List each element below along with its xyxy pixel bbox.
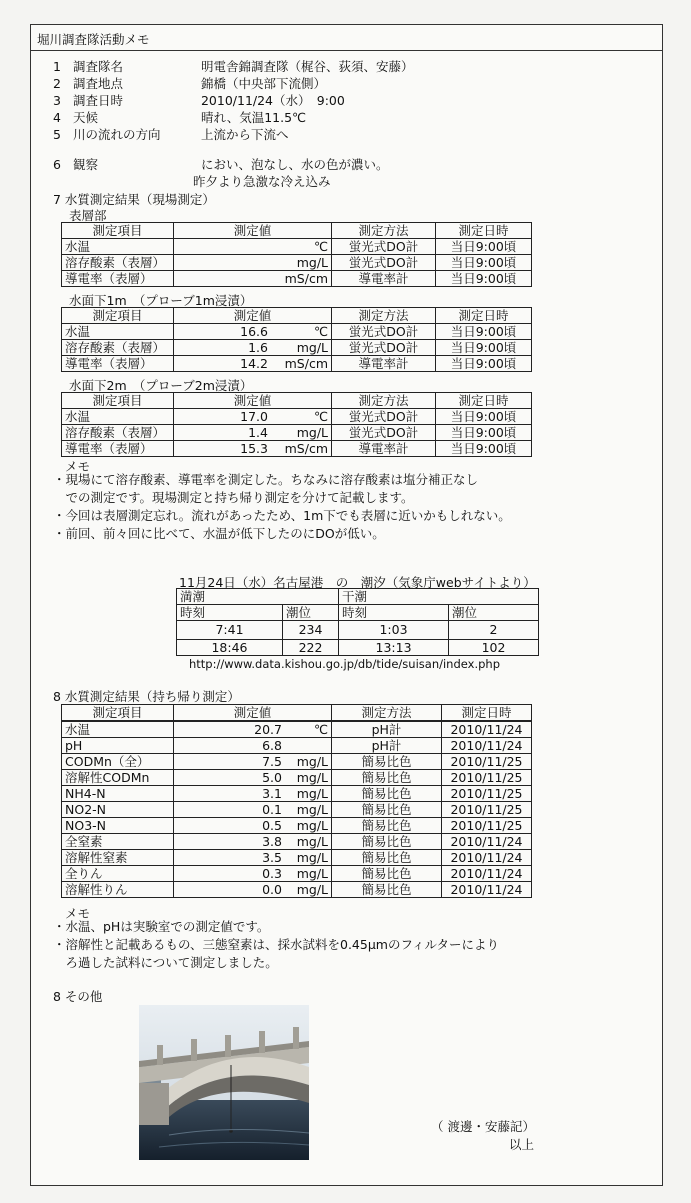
- item-cell: 溶存酸素（表層）: [62, 340, 174, 356]
- unit: ℃: [313, 721, 328, 737]
- info-key: 天候: [72, 110, 98, 125]
- item-cell: 導電率（表層）: [62, 441, 174, 457]
- memo2-line: ・溶解性と記載あるもの、三態窒素は、採水試料を0.45μmのフィルターにより: [53, 937, 499, 952]
- table-row: [62, 882, 532, 898]
- value: 1.4: [248, 424, 268, 440]
- item-cell: NO2-N: [62, 802, 174, 818]
- unit: mg/L: [296, 753, 328, 769]
- method-cell: 簡易比色: [332, 754, 442, 770]
- unit: mS/cm: [284, 270, 328, 286]
- method-cell: 簡易比色: [332, 786, 442, 802]
- item-cell: 溶解性りん: [62, 882, 174, 898]
- table-header-row: [62, 223, 532, 239]
- method-cell: 蛍光式DO計: [332, 425, 436, 441]
- item-cell: 溶解性窒素: [62, 850, 174, 866]
- tide-row: [177, 640, 539, 656]
- level-label: 潮位: [283, 605, 339, 621]
- method-cell: 蛍光式DO計: [332, 255, 436, 271]
- value-cell: [174, 882, 332, 898]
- header-cell: 測定値: [174, 393, 332, 409]
- value-cell: [174, 722, 332, 738]
- header-cell: 測定項目: [62, 705, 174, 721]
- header-cell: 測定方法: [332, 308, 436, 324]
- value: 0.3: [262, 865, 282, 881]
- table-lab: [61, 704, 532, 721]
- unit: mg/L: [296, 424, 328, 440]
- tide-row: [177, 621, 539, 640]
- item-cell: NO3-N: [62, 818, 174, 834]
- method-cell: 簡易比色: [332, 770, 442, 786]
- time-cell: 当日9:00頃: [436, 255, 532, 271]
- header-cell: 測定方法: [332, 393, 436, 409]
- value: 0.1: [262, 801, 282, 817]
- unit: mg/L: [296, 801, 328, 817]
- table-1m: [61, 307, 532, 372]
- unit: mS/cm: [284, 440, 328, 456]
- header-cell: 測定方法: [332, 223, 436, 239]
- bridge-photo: [139, 1005, 309, 1160]
- observation-line1: におい、泡なし、水の色が濃い。: [200, 157, 389, 172]
- table-header-row: [62, 705, 532, 721]
- value-cell: [174, 441, 332, 457]
- value: 20.7: [254, 721, 282, 737]
- memo-line: での測定です。現場測定と持ち帰り測定を分けて記載します。: [53, 490, 414, 505]
- author-note: （ 渡邊・安藤記）: [431, 1119, 535, 1134]
- item-cell: 溶存酸素（表層）: [62, 255, 174, 271]
- table-row: [62, 722, 532, 738]
- info-value: 晴れ、気温11.5℃: [200, 110, 307, 125]
- value-cell: [174, 356, 332, 372]
- value-cell: [174, 271, 332, 287]
- value: 6.8: [262, 737, 282, 753]
- low-tide-label: 干潮: [339, 589, 539, 605]
- item-cell: 水温: [62, 239, 174, 255]
- table-row: [62, 834, 532, 850]
- value: 3.5: [262, 849, 282, 865]
- time-label: 時刻: [177, 605, 283, 621]
- high-tide-label: 満潮: [177, 589, 339, 605]
- info-row-team: [53, 57, 413, 75]
- item-cell: CODMn（全）: [62, 754, 174, 770]
- table-2m: [61, 392, 532, 457]
- group-label-2m: 水面下2m （プローブ2m浸漬）: [69, 378, 253, 393]
- table-row: [62, 786, 532, 802]
- table-row: [62, 850, 532, 866]
- value: 0.0: [262, 881, 282, 897]
- info-num: 4: [53, 110, 61, 125]
- value-cell: [174, 754, 332, 770]
- unit: ℃: [313, 238, 328, 254]
- header-cell: 測定日時: [436, 308, 532, 324]
- header-cell: 測定日時: [442, 705, 532, 721]
- date-cell: 2010/11/25: [442, 786, 532, 802]
- unit: mg/L: [296, 254, 328, 270]
- section8-heading: 8 水質測定結果（持ち帰り測定）: [53, 689, 240, 704]
- value-cell: [174, 340, 332, 356]
- info-key: 調査隊名: [72, 59, 123, 74]
- table-row: [62, 356, 532, 372]
- value-cell: [174, 255, 332, 271]
- info-num: 2: [53, 76, 61, 91]
- date-cell: 2010/11/24: [442, 722, 532, 738]
- info-value: 上流から下流へ: [200, 127, 289, 142]
- table-header-row: [62, 393, 532, 409]
- method-cell: pH計: [332, 738, 442, 754]
- value: 3.8: [262, 833, 282, 849]
- table-row: [62, 866, 532, 882]
- table-row: [62, 324, 532, 340]
- time-cell: 当日9:00頃: [436, 340, 532, 356]
- value: 15.3: [240, 440, 268, 456]
- method-cell: 簡易比色: [332, 882, 442, 898]
- info-value: 2010/11/24（水） 9:00: [200, 93, 345, 108]
- value: 16.6: [240, 323, 268, 339]
- table-row: [62, 255, 532, 271]
- value: 5.0: [262, 769, 282, 785]
- value-cell: [174, 324, 332, 340]
- item-cell: 導電率（表層）: [62, 271, 174, 287]
- info-value: 錦橋（中央部下流側）: [200, 76, 326, 91]
- unit: mg/L: [296, 339, 328, 355]
- method-cell: 簡易比色: [332, 818, 442, 834]
- value-cell: [174, 866, 332, 882]
- item-cell: 導電率（表層）: [62, 356, 174, 372]
- tide-header-row: [177, 589, 539, 605]
- high-level: 234: [283, 621, 339, 640]
- table-row: [62, 802, 532, 818]
- unit: ℃: [313, 323, 328, 339]
- item-cell: 水温: [62, 324, 174, 340]
- low-level: 102: [449, 640, 539, 656]
- info-num: 3: [53, 93, 61, 108]
- high-time: 7:41: [177, 621, 283, 640]
- info-row-weather: [53, 108, 306, 126]
- table-row: [62, 239, 532, 255]
- value-cell: [174, 834, 332, 850]
- table-header-row: [62, 308, 532, 324]
- item-cell: 溶存酸素（表層）: [62, 425, 174, 441]
- header-cell: 測定方法: [332, 705, 442, 721]
- info-num: 5: [53, 127, 61, 142]
- closing-text: 以上: [509, 1137, 535, 1152]
- unit: mg/L: [296, 769, 328, 785]
- group-label-surface: 表層部: [69, 208, 107, 223]
- date-cell: 2010/11/25: [442, 770, 532, 786]
- unit: mg/L: [296, 849, 328, 865]
- observation-line2: 昨夕より急激な冷え込み: [193, 174, 331, 189]
- item-cell: 全窒素: [62, 834, 174, 850]
- memo2-label: メモ: [65, 906, 91, 921]
- table-row: [62, 271, 532, 287]
- value: 14.2: [240, 355, 268, 371]
- low-time: 13:13: [339, 640, 449, 656]
- time-cell: 当日9:00頃: [436, 409, 532, 425]
- memo2-line: ・水温、pHは実験室での測定値です。: [53, 919, 270, 934]
- header-cell: 測定日時: [436, 223, 532, 239]
- method-cell: 導電率計: [332, 441, 436, 457]
- info-key: 調査地点: [72, 76, 123, 91]
- time-cell: 当日9:00頃: [436, 441, 532, 457]
- level-label: 潮位: [449, 605, 539, 621]
- item-cell: 全りん: [62, 866, 174, 882]
- method-cell: 簡易比色: [332, 866, 442, 882]
- value-cell: [174, 818, 332, 834]
- date-cell: 2010/11/24: [442, 834, 532, 850]
- time-cell: 当日9:00頃: [436, 239, 532, 255]
- item-cell: 水温: [62, 722, 174, 738]
- value: 1.6: [248, 339, 268, 355]
- header-cell: 測定項目: [62, 308, 174, 324]
- date-cell: 2010/11/24: [442, 882, 532, 898]
- time-cell: 当日9:00頃: [436, 356, 532, 372]
- info-row-datetime: [53, 91, 345, 109]
- group-label-1m: 水面下1m （プローブ1m浸漬）: [69, 293, 253, 308]
- section7-heading: 7 水質測定結果（現場測定）: [53, 192, 215, 207]
- bridge-illustration: [139, 1005, 309, 1160]
- unit: mS/cm: [284, 355, 328, 371]
- method-cell: 蛍光式DO計: [332, 324, 436, 340]
- date-cell: 2010/11/24: [442, 738, 532, 754]
- observation-row: [53, 155, 388, 173]
- unit: mg/L: [296, 785, 328, 801]
- info-row-location: [53, 74, 326, 92]
- time-cell: 当日9:00頃: [436, 425, 532, 441]
- unit: mg/L: [296, 817, 328, 833]
- value: 7.5: [262, 753, 282, 769]
- method-cell: 簡易比色: [332, 850, 442, 866]
- date-cell: 2010/11/25: [442, 802, 532, 818]
- header-cell: 測定値: [174, 223, 332, 239]
- method-cell: 導電率計: [332, 356, 436, 372]
- header-cell: 測定値: [174, 308, 332, 324]
- header-cell: 測定値: [174, 705, 332, 721]
- header-cell: 測定日時: [436, 393, 532, 409]
- tide-table: [176, 588, 539, 656]
- method-cell: 簡易比色: [332, 802, 442, 818]
- observation-key: 観察: [72, 157, 98, 172]
- table-row: [62, 340, 532, 356]
- tide-caption: 11月24日（水）名古屋港 の 潮汐（気象庁webサイトより）: [179, 575, 536, 590]
- time-cell: 当日9:00頃: [436, 271, 532, 287]
- info-value: 明電舎錦調査隊（梶谷、荻須、安藤）: [200, 59, 414, 74]
- tide-source-url: http://www.data.kishou.go.jp/db/tide/suisan/index.php: [189, 657, 500, 671]
- high-level: 222: [283, 640, 339, 656]
- table-row: [62, 770, 532, 786]
- header-cell: 測定項目: [62, 223, 174, 239]
- item-cell: 水温: [62, 409, 174, 425]
- method-cell: 簡易比色: [332, 834, 442, 850]
- info-row-flow: [53, 125, 288, 143]
- value-cell: [174, 770, 332, 786]
- method-cell: pH計: [332, 722, 442, 738]
- info-key: 調査日時: [72, 93, 123, 108]
- date-cell: 2010/11/25: [442, 754, 532, 770]
- table-row: [62, 754, 532, 770]
- item-cell: 溶解性CODMn: [62, 770, 174, 786]
- high-time: 18:46: [177, 640, 283, 656]
- time-cell: 当日9:00頃: [436, 324, 532, 340]
- method-cell: 蛍光式DO計: [332, 239, 436, 255]
- memo-sheet: [30, 24, 663, 1186]
- unit: mg/L: [296, 833, 328, 849]
- value-cell: [174, 850, 332, 866]
- item-cell: NH4-N: [62, 786, 174, 802]
- value-cell: [174, 425, 332, 441]
- low-level: 2: [449, 621, 539, 640]
- table-lab-body: [61, 721, 532, 898]
- value: 17.0: [240, 408, 268, 424]
- date-cell: 2010/11/24: [442, 866, 532, 882]
- value: 0.5: [262, 817, 282, 833]
- memo-label: メモ: [65, 459, 91, 474]
- value-cell: [174, 239, 332, 255]
- table-row: [62, 738, 532, 754]
- method-cell: 蛍光式DO計: [332, 409, 436, 425]
- tide-subheader-row: [177, 605, 539, 621]
- unit: mg/L: [296, 881, 328, 897]
- date-cell: 2010/11/24: [442, 850, 532, 866]
- memo-line: ・現場にて溶存酸素、導電率を測定した。ちなみに溶存酸素は塩分補正なし: [53, 472, 479, 487]
- table-surface: [61, 222, 532, 287]
- unit: ℃: [313, 408, 328, 424]
- value-cell: [174, 409, 332, 425]
- other-heading: 8 その他: [53, 989, 103, 1004]
- value-cell: [174, 786, 332, 802]
- header-cell: 測定項目: [62, 393, 174, 409]
- value-cell: [174, 738, 332, 754]
- info-num: 1: [53, 59, 61, 74]
- item-cell: pH: [62, 738, 174, 754]
- date-cell: 2010/11/25: [442, 818, 532, 834]
- memo2-line: ろ過した試料について測定しました。: [53, 955, 278, 970]
- value: 3.1: [262, 785, 282, 801]
- table-row: [62, 441, 532, 457]
- method-cell: 導電率計: [332, 271, 436, 287]
- low-time: 1:03: [339, 621, 449, 640]
- document-title: 堀川調査隊活動メモ: [31, 25, 662, 51]
- info-key: 川の流れの方向: [72, 127, 161, 142]
- time-label: 時刻: [339, 605, 449, 621]
- table-row: [62, 818, 532, 834]
- observation-num: 6: [53, 157, 61, 172]
- method-cell: 蛍光式DO計: [332, 340, 436, 356]
- unit: mg/L: [296, 865, 328, 881]
- value-cell: [174, 802, 332, 818]
- table-row: [62, 409, 532, 425]
- table-row: [62, 425, 532, 441]
- memo-line: ・今回は表層測定忘れ。流れがあったため、1m下でも表層に近いかもしれない。: [53, 508, 511, 523]
- memo-line: ・前回、前々回に比べて、水温が低下したのにDOが低い。: [53, 526, 385, 541]
